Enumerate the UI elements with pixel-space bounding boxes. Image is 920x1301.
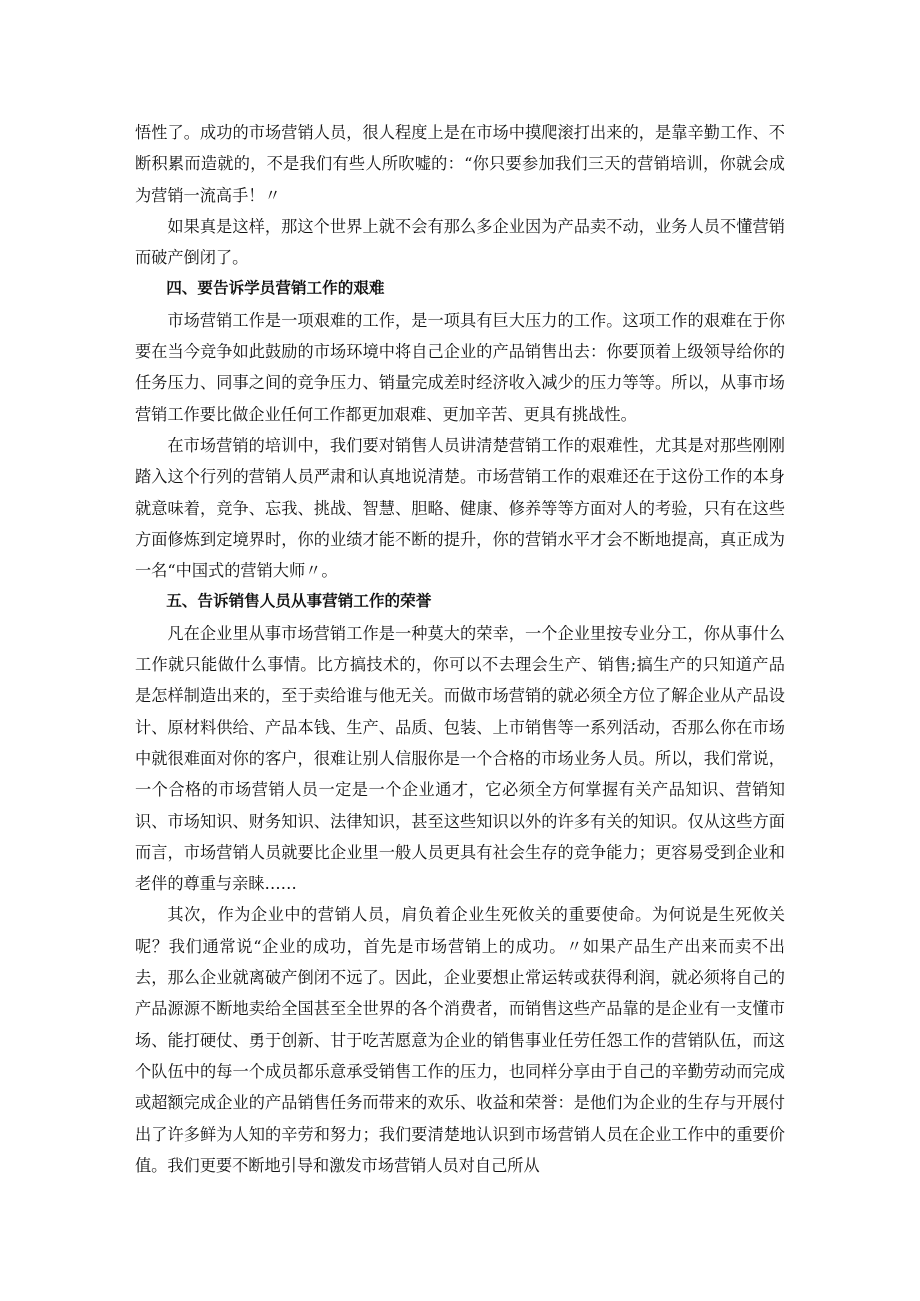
paragraph-6: 其次，作为企业中的营销人员，肩负着企业生死攸关的重要使命。为何说是生死攸关呢？我们通常说“企业的成功，首先是市场营销上的成功。〃如果产品生产出来而卖不出去，那么企业就离破产倒闭不远了。因此，企业要想止常运转或获得利润，就必须将自己的产品源源不断地卖给全国甚至全世界的各个消费者，而销售这些产品靠的是企业有一支懂市场、能打硬仗、勇于创新、甘于吃苦愿意为企业的销售事业任劳任怨工作的营销队伍，而这个队伍中的每一个成员都乐意承受销售工作的压力，也同样分享由于自己的辛勤劳动而完成或超额完成企业的产品销售任务而带来的欢乐、收益和荣誉：是他们为企业的生存与开展付出了许多鲜为人知的辛劳和努力；我们要清楚地认识到市场营销人员在企业工作中的重要价值。我们更要不断地引导和激发市场营销人员对自己所从 — [135, 905, 785, 1175]
section-heading-5: 五、告诉销售人员从事营销工作的荣誉 — [166, 592, 432, 611]
document-page — [135, 117, 785, 1181]
section-heading-4: 四、要告诉学员营销工作的艰难 — [166, 279, 385, 298]
paragraph-4: 在市场营销的培训中，我们要对销售人员讲清楚营销工作的艰难性，尤其是对那些刚刚踏入这个行列的营销人员严肃和认真地说清楚。市场营销工作的艰难还在于这份工作的本身就意味着，竞争、忘我、挑战、智慧、胆略、健康、修养等等方面对人的考验，只有在这些方面修炼到定境界时，你的业绩才能不断的提升，你的营销水平才会不断地提高，真正成为一名“中国式的营销大师〃。 — [135, 435, 785, 581]
paragraph-5: 凡在企业里从事市场营销工作是一种莫大的荣幸，一个企业里按专业分工，你从事什么工作就只能做什么事情。比方搞技术的，你可以不去理会生产、销售;搞生产的只知道产品是怎样制造出来的，至于卖给谁与他无关。而做市场营销的就必须全方位了解企业从产品设计、原材料供给、产品本钱、生产、品质、包装、上市销售等一系列活动，否那么你在市场中就很难面对你的客户，很难让别人信服你是一个合格的市场业务人员。所以，我们常说，一个合格的市场营销人员一定是一个企业通才，它必须全方何掌握有关产品知识、营销知识、市场知识、财务知识、法律知识，甚至这些知识以外的许多有关的知识。仅从这些方面而言，市场营销人员就要比企业里一般人员更具有社会生存的竞争能力；更容易受到企业和老伴的尊重与亲睐…… — [135, 623, 785, 894]
paragraph-3: 市场营销工作是一项艰难的工作，是一项具有巨大压力的工作。这项工作的艰难在于你要在当今竞争如此鼓励的市场环境中将自己企业的产品销售出去：你要顶着上级领导给你的任务压力、同事之间的竞争压力、销量完成差时经济收入减少的压力等等。所以，从事市场营销工作要比做企业任何工作都更加艰难、更加辛苦、更具有挑战性。 — [135, 310, 785, 424]
paragraph-1: 悟性了。成功的市场营销人员，很人程度上是在市场中摸爬滚打出来的，是靠辛勤工作、不断积累而造就的，不是我们有些人所吹嘘的：“你只要参加我们三天的营销培训，你就会成为营销一流高手！〃 — [135, 123, 785, 205]
paragraph-2: 如果真是这样，那这个世界上就不会有那么多企业因为产品卖不动，业务人员不懂营销而破产倒闭了。 — [135, 216, 785, 268]
